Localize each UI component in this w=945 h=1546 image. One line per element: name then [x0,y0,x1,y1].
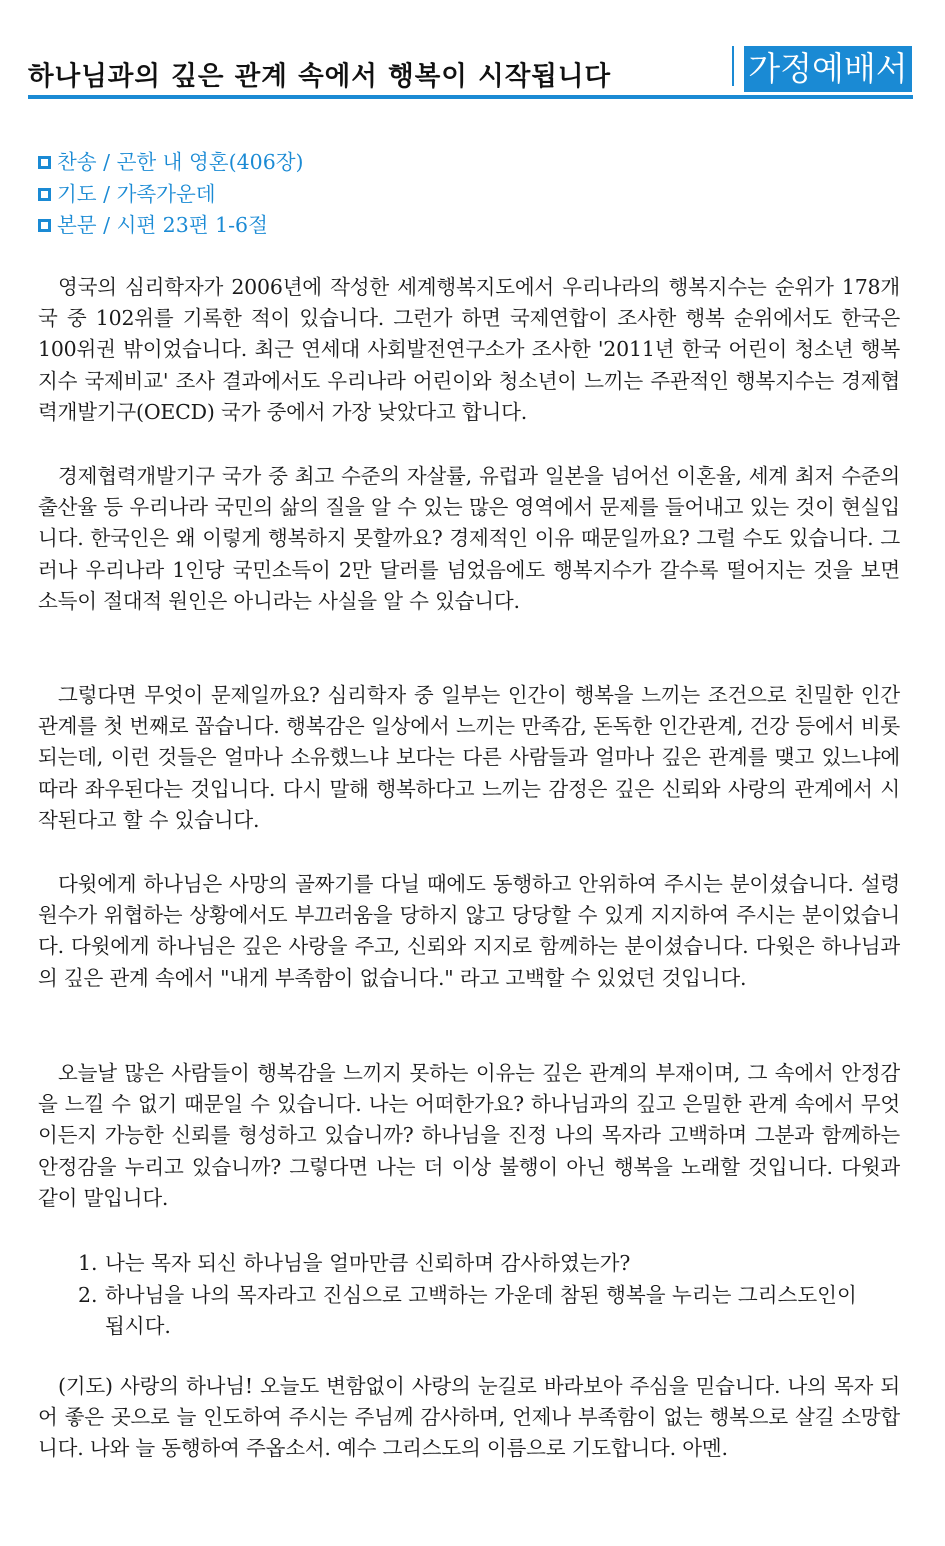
prayer-paragraph: (기도) 사랑의 하나님! 오늘도 변함없이 사랑의 눈길로 바라보아 주심을 믿습니다. 나의 목자 되어 좋은 곳으로 늘 인도하여 주시는 주님께 감사하며, 언제나 부족함이 없는 행복으로 살길 소망합니다. 나와 늘 동행하여 주옵소서. 예수 그리스도의 이름으로 기도합니다. 아멘. [38,1374,900,1461]
meta-prayer [38,179,898,211]
body-paragraph-5: 오늘날 많은 사람들이 행복감을 느끼지 못하는 이유는 깊은 관계의 부재이며, 그 속에서 안정감을 느낄 수 없기 때문일 수 있습니다. 나는 어떠한가요? 하나님과의 깊고 은밀한 관계 속에서 무엇이든지 가능한 신뢰를 형성하고 있습니까? 하나님을 진정 나의 목자라 고백하며 그분과 함께하는 안정감을 누리고 있습니까? 그렇다면 나는 더 이상 불행이 아닌 행복을 노래할 것입니다. 다윗과 같이 말입니다. [38,1061,900,1210]
list-text: 나는 목자 되신 하나님을 얼마만큼 신뢰하며 감사하였는가? [105,1251,631,1275]
worship-info [38,147,898,242]
body-paragraph-2: 경제협력개발기구 국가 중 최고 수준의 자살률, 유럽과 일본을 넘어선 이혼율, 세계 최저 수준의 출산율 등 우리나라 국민의 삶의 질을 알 수 있는 많은 영역에서 문제를 들어내고 있는 것이 현실입니다. 한국인은 왜 이렇게 행복하지 못할까요? 경제적인 이유 때문일까요? 그럴 수도 있습니다. 그러나 우리나라 1인당 국민소득이 2만 달러를 넘었음에도 행복지수가 갈수록 떨어지는 것을 보면 소득이 절대적 원인은 아니라는 사실을 알 수 있습니다. [38,464,900,613]
body-paragraph-1: 영국의 심리학자가 2006년에 작성한 세계행복지도에서 우리나라의 행복지수는 순위가 178개국 중 102위를 기록한 적이 있습니다. 그런가 하면 국제연합이 조사한 행복 순위에서도 한국은 100위권 밖이었습니다. 최근 연세대 사회발전연구소가 조사한 '2011년 한국 어린이 청소년 행복지수 국제비교' 조사 결과에서도 우리나라 어린이와 청소년이 느끼는 주관적인 행복지수는 경제협력개발기구(OECD) 국가 중에서 가장 낮았다고 합니다. [38,275,900,424]
section-badge: 가정예배서 [744,46,912,92]
meta-separator: / [96,150,117,174]
meta-separator: / [96,213,117,237]
square-bullet-icon [38,219,51,232]
meta-label: 본문 [57,213,97,237]
body-paragraph-4: 다윗에게 하나님은 사망의 골짜기를 다닐 때에도 동행하고 안위하여 주시는 분이셨습니다. 설령 원수가 위협하는 상황에서도 부끄러움을 당하지 않고 당당할 수 있게 지지하여 주시는 분이었습니다. 다윗에게 하나님은 깊은 사랑을 주고, 신뢰와 지지로 함께하는 분이셨습니다. 다윗은 하나님과의 깊은 관계 속에서 "내게 부족함이 없습니다." 라고 고백할 수 있었던 것입니다. [38,872,900,990]
meta-scripture [38,210,898,242]
page-title: 하나님과의 깊은 관계 속에서 행복이 시작됩니다 [28,61,612,92]
meta-hymn [38,147,898,179]
meta-value: 시편 23편 1-6절 [116,213,268,237]
list-number: 1. [78,1251,98,1275]
square-bullet-icon [38,156,51,169]
reflection-questions [78,1248,878,1343]
list-number: 2. [78,1282,98,1307]
page-header [28,46,913,102]
meta-value: 곤한 내 영혼(406장) [116,150,304,174]
list-item [78,1248,878,1280]
meta-value: 가족가운데 [116,181,216,206]
meta-separator: / [96,181,117,206]
meta-label: 기도 [57,181,97,206]
list-item [78,1280,878,1343]
meta-label: 찬송 [57,150,97,174]
header-rule [28,95,913,99]
square-bullet-icon [38,188,51,201]
list-text: 하나님을 나의 목자라고 진심으로 고백하는 가운데 참된 행복을 누리는 그리스도인이 됩시다. [105,1282,857,1338]
header-divider [732,46,734,86]
body-paragraph-3: 그렇다면 무엇이 문제일까요? 심리학자 중 일부는 인간이 행복을 느끼는 조건으로 친밀한 인간관계를 첫 번째로 꼽습니다. 행복감은 일상에서 느끼는 만족감, 돈독한 인간관계, 건강 등에서 비롯되는데, 이런 것들은 얼마나 소유했느냐 보다는 다른 사람들과 얼마나 깊은 관계를 맺고 있느냐에 따라 좌우된다는 것입니다. 다시 말해 행복하다고 느끼는 감정은 깊은 신뢰와 사랑의 관계에서 시작된다고 할 수 있습니다. [38,683,900,832]
